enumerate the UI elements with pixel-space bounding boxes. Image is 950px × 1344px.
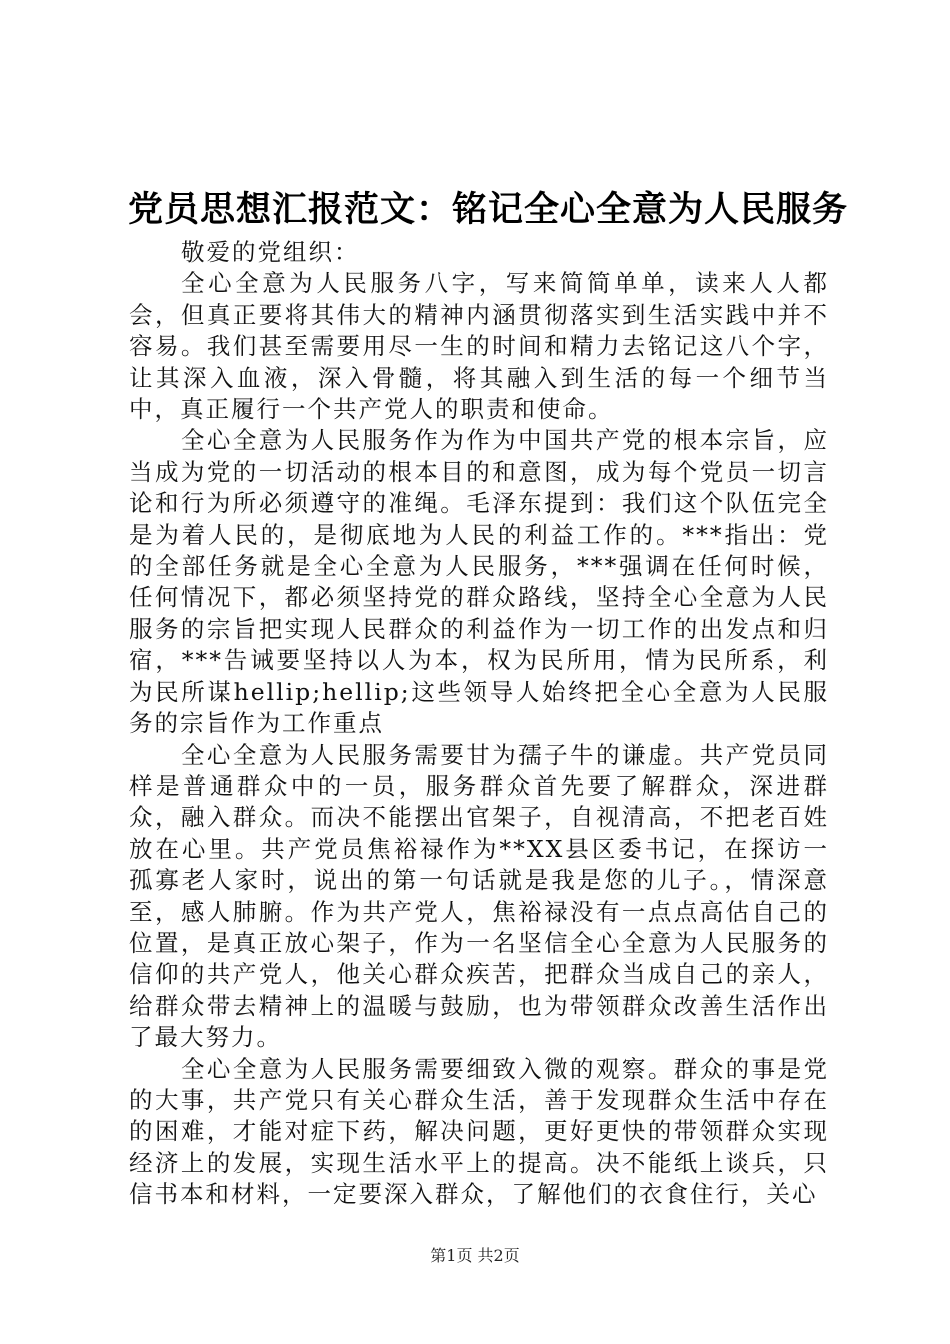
paragraph-3: 全心全意为人民服务需要甘为孺子牛的谦虚。共产党员同样是普通群众中的一员，服务群众首先要了解群众，深进群众，融入群众。而决不能摆出官架子，自视清高，不把老百姓放在心里。共产党员焦裕禄作为**XX县区委书记，在探访一孤寡老人家时，说出的第一句话就是我是您的儿子。，情深意至，感人肺腑。作为共产党人，焦裕禄没有一点点高估自己的位置，是真正放心架子，作为一名坚信全心全意为人民服务的信仰的共产党人，他关心群众疾苦，把群众当成自己的亲人，给群众带去精神上的温暖与鼓励，也为带领群众改善生活作出了最大努力。 [129,740,829,1052]
salutation: 敬爱的党组织： [181,238,360,266]
paragraph-2: 全心全意为人民服务作为作为中国共产党的根本宗旨，应当成为党的一切活动的根本目的和意图，成为每个党员一切言论和行为所必须遵守的准绳。毛泽东提到：我们这个队伍完全是为着人民的，是彻底地为人民的利益工作的。***指出：党的全部任务就是全心全意为人民服务，***强调在任何时候，任何情况下，都必须坚持党的群众路线，坚持全心全意为人民服务的宗旨把实现人民群众的利益作为一切工作的出发点和归宿，***告诫要坚持以人为本，权为民所用，情为民所系，利为民所谋hellip;hellip;这些领导人始终把全心全意为人民服务的宗旨作为工作重点 [129,426,829,738]
document-body [129,237,829,1211]
paragraph-1: 全心全意为人民服务八字，写来简简单单，读来人人都会，但真正要将其伟大的精神内涵贯彻落实到生活实践中并不容易。我们甚至需要用尽一生的时间和精力去铭记这八个字，让其深入血液，深入骨髓，将其融入到生活的每一个细节当中，真正履行一个共产党人的职责和使命。 [129,269,829,424]
page-number-footer: 第1页 共2页 [430,1246,520,1265]
document-title: 党员思想汇报范文：铭记全心全意为人民服务 [128,189,849,230]
paragraph-4: 全心全意为人民服务需要细致入微的观察。群众的事是党的大事，共产党只有关心群众生活，善于发现群众生活中存在的困难，才能对症下药，解决问题，更好更快的带领群众实现经济上的发展，实现生活水平上的提高。决不能纸上谈兵，只信书本和材料，一定要深入群众，了解他们的衣食住行，关心 [129,1054,829,1209]
